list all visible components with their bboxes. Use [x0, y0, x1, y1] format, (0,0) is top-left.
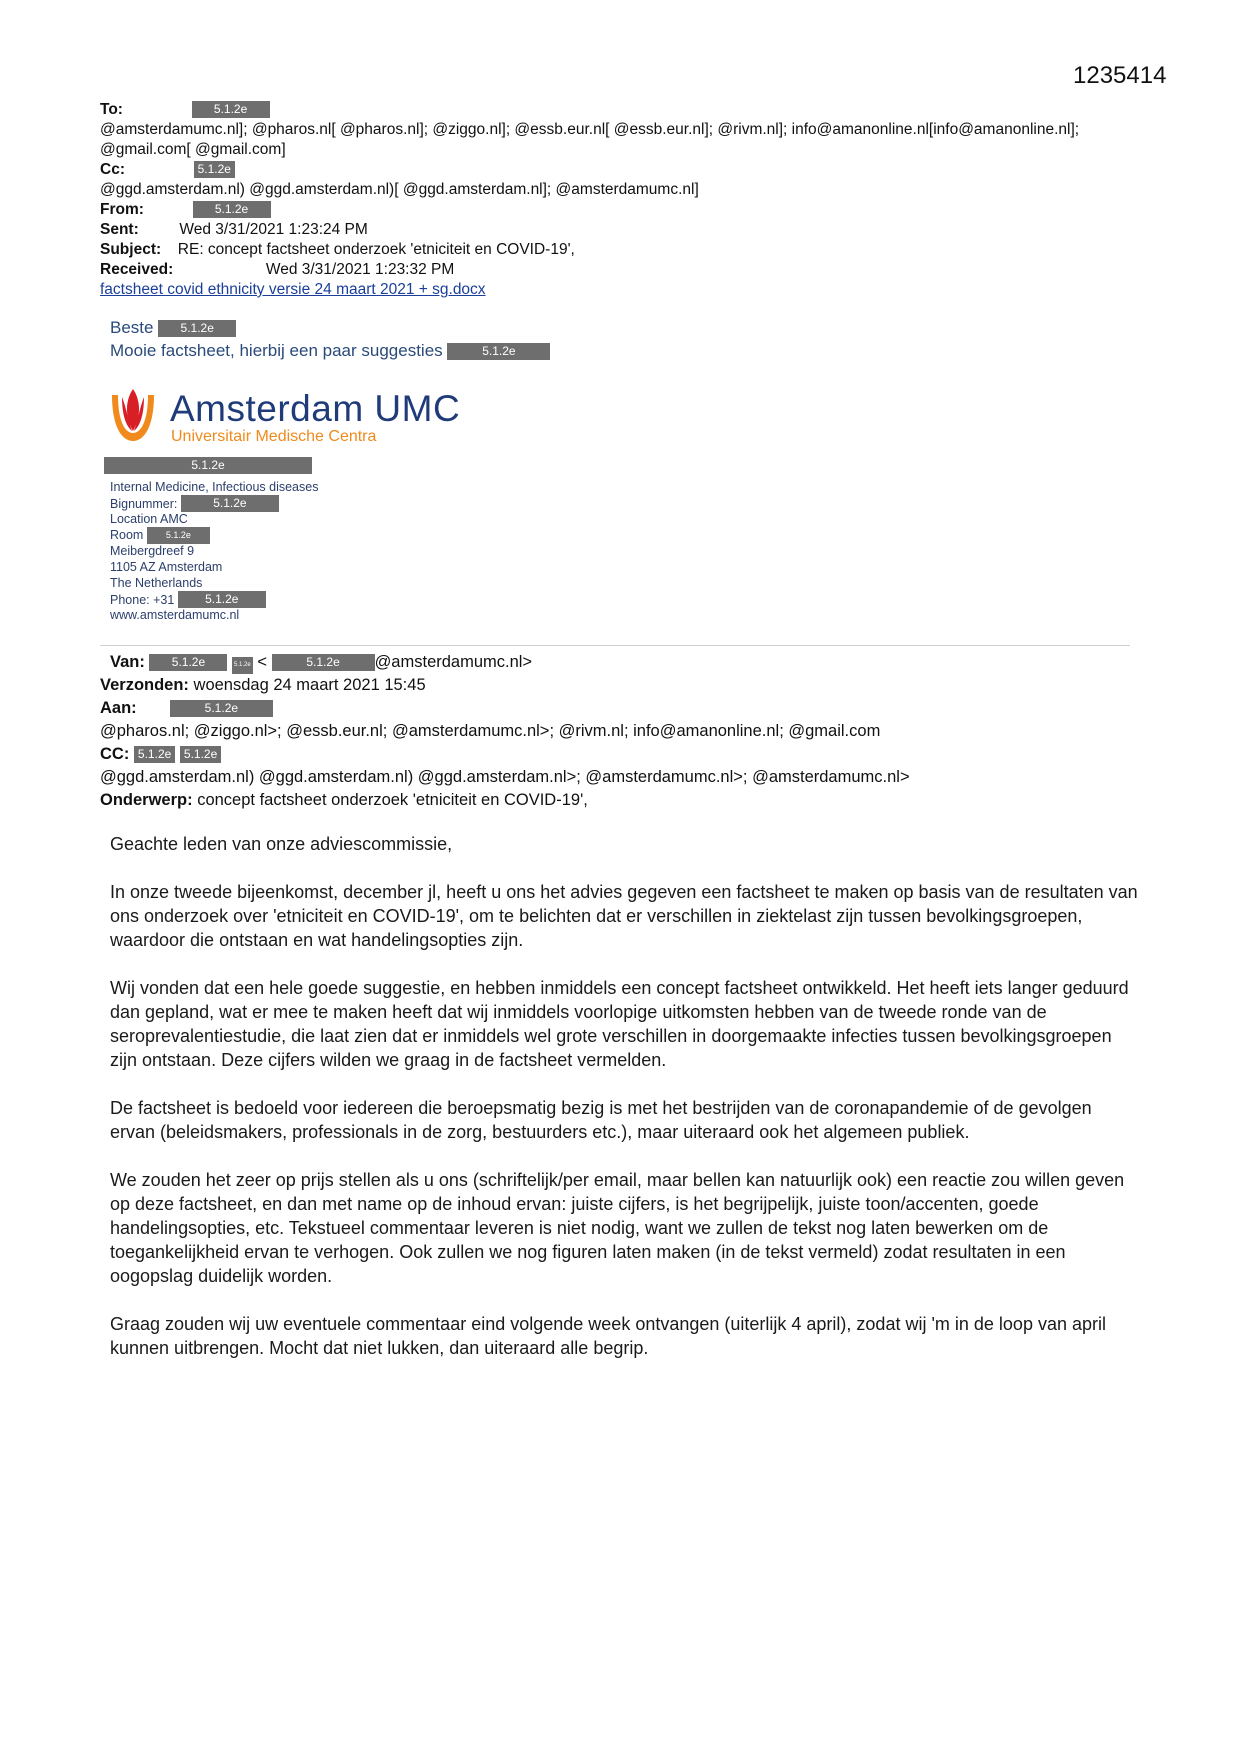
message-body: [110, 832, 1140, 1384]
onderwerp-value: concept factsheet onderzoek 'etniciteit en COVID-19',: [197, 791, 588, 809]
verzonden-label: Verzonden:: [100, 676, 189, 694]
sent-value: Wed 3/31/2021 1:23:24 PM: [179, 221, 368, 238]
logo-subtitle: Universitair Medische Centra: [171, 428, 377, 445]
tulip-logo-icon: [108, 385, 158, 445]
reply-greeting-line: [110, 318, 236, 338]
paragraph: Graag zouden wij uw eventuele commentaar eind volgende week ontvangen (uiterlijk 4 april), zodat wij 'm in de loop van april kunnen uitbrengen. Mocht dat niet lukken, dan uiteraard alle begrip.: [110, 1314, 1106, 1358]
paragraph: Wij vonden dat een hele goede suggestie, en hebben inmiddels een concept factsheet ontwikkeld. Het heeft iets langer geduurd dan gepland, wat er mee te maken heeft dat wij inmiddels voorlopige uitkomsten hebben van de tweede ronde van de seroprevalentiestudie, die laat zien dat er inmiddels wel grote verschillen in doorgemaakte infecties tussen bevolkingsgroepen zijn ontstaan. Deze cijfers wilden we graag in de factsheet vermelden.: [110, 978, 1129, 1070]
salutation: Geachte leden van onze adviescommissie,: [110, 834, 453, 854]
verzonden-value: woensdag 24 maart 2021 15:45: [193, 676, 426, 694]
reply-line: Mooie factsheet, hierbij een paar suggesties: [110, 341, 443, 360]
cc-line: [100, 160, 235, 180]
signature-country: The Netherlands: [110, 576, 203, 590]
received-line: [100, 260, 454, 280]
redaction-box: 5.1.2e: [180, 746, 221, 763]
received-value: Wed 3/31/2021 1:23:32 PM: [265, 261, 455, 278]
redaction-box: 5.1.2e: [194, 161, 235, 178]
verzonden-line: [100, 675, 426, 695]
signature-bignummer-line: [110, 495, 279, 512]
signature-location: Location AMC: [110, 512, 188, 526]
signature-phone: Phone: +31: [110, 593, 175, 607]
aan-recipients: @pharos.nl; @ziggo.nl>; @essb.eur.nl; @amsterdamumc.nl>; @rivm.nl; info@amanonline.nl; @gmail.com: [100, 722, 881, 740]
aan-label: Aan:: [100, 699, 137, 717]
redaction-box: 5.1.2e: [149, 654, 227, 671]
to-label: To:: [100, 101, 123, 118]
redaction-box: 5.1.2e: [158, 320, 236, 337]
redaction-box: 5.1.2e: [178, 591, 266, 608]
redaction-box: 5.1.2e: [147, 527, 210, 544]
signature-phone-line: [110, 591, 266, 608]
redaction-box: 5.1.2e: [272, 654, 375, 671]
signature-bignummer: Bignummer:: [110, 497, 178, 511]
cc-label: Cc:: [100, 161, 125, 178]
signature-room: Room: [110, 528, 144, 542]
received-label: Received:: [100, 261, 174, 278]
reply-greeting: Beste: [110, 318, 154, 337]
redaction-box: 5.1.2e: [170, 700, 273, 717]
van-label: Van:: [110, 653, 145, 671]
original-cc-recipients: @ggd.amsterdam.nl) @ggd.amsterdam.nl) @ggd.amsterdam.nl>; @amsterdamumc.nl>; @amsterdamumc.nl>: [100, 768, 910, 786]
amsterdam-umc-logo: [108, 385, 158, 450]
signature-dept: Internal Medicine, Infectious diseases: [110, 480, 319, 494]
onderwerp-line: [100, 790, 588, 810]
redaction-box: 5.1.2e: [134, 746, 175, 763]
van-line: Van: 5.1.2e 5.1.2e < 5.1.2e @amsterdamumc.nl>: [110, 652, 532, 674]
divider: [100, 645, 1130, 646]
paragraph: We zouden het zeer op prijs stellen als u ons (schriftelijk/per email, maar bellen kan natuurlijk ook) een reactie zou willen geven op deze factsheet, en dan met name op de inhoud ervan: juiste cijfers, is het begrijpelijk, juiste toon/accenten, goede handelingsopties, etc. Tekstueel commentaar leveren is niet nodig, want we zullen de tekst nog laten bewerken om de toegankelijkheid ervan te verhogen. Ook zullen we nog figuren laten maken (in de tekst vermeld) zodat resultaten in een oogopslag duidelijk worden.: [110, 1170, 1125, 1286]
reply-line-row: [110, 341, 550, 361]
from-line: [100, 200, 271, 220]
to-recipients: @amsterdamumc.nl]; @pharos.nl[ @pharos.nl]; @ziggo.nl]; @essb.eur.nl[ @essb.eur.nl]; @rivm.nl]; info@amanonline.nl[info@amanonline.nl]; @gmail.com[ @gmail.com]: [100, 121, 1080, 158]
to-line: [100, 100, 270, 120]
sent-label: Sent:: [100, 221, 139, 238]
sent-line: [100, 220, 368, 240]
signature-city: 1105 AZ Amsterdam: [110, 560, 223, 574]
redaction-box: 5.1.2e: [192, 101, 270, 118]
signature-street: Meibergdreef 9: [110, 544, 195, 558]
document-id: 1235414: [1073, 62, 1167, 89]
paragraph: In onze tweede bijeenkomst, december jl, heeft u ons het advies gegeven een factsheet te maken op basis van de resultaten van ons onderzoek over 'etniciteit en COVID-19', om te belichten dat er verschillen in ziektelast zijn tussen bevolkingsgroepen, waardoor die ontstaan en wat handelingsopties zijn.: [110, 882, 1138, 950]
onderwerp-label: Onderwerp:: [100, 791, 193, 809]
redaction-box: 5.1.2e: [447, 343, 550, 360]
original-cc-label: CC:: [100, 745, 130, 763]
redaction-box: 5.1.2e: [193, 201, 271, 218]
logo-name: Amsterdam UMC: [170, 388, 461, 429]
cc-recipients: @ggd.amsterdam.nl) @ggd.amsterdam.nl)[ @ggd.amsterdam.nl]; @amsterdamumc.nl]: [100, 181, 699, 198]
original-cc-line: [100, 744, 221, 764]
redaction-box: 5.1.2e: [181, 495, 279, 512]
redaction-box: 5.1.2e: [232, 657, 253, 674]
subject-value: RE: concept factsheet onderzoek 'etniciteit en COVID-19',: [177, 241, 575, 258]
subject-label: Subject:: [100, 241, 162, 258]
signature-name: [104, 457, 312, 475]
subject-line: [100, 240, 575, 260]
paragraph: De factsheet is bedoeld voor iedereen die beroepsmatig bezig is met het bestrijden van de coronapandemie of de gevolgen ervan (beleidsmakers, professionals in de zorg, bestuurders etc.), maar uiteraard ook het algemeen publiek.: [110, 1098, 1092, 1142]
aan-line: [100, 698, 273, 718]
signature-web: www.amsterdamumc.nl: [110, 608, 240, 622]
from-label: From:: [100, 201, 144, 218]
redaction-box: 5.1.2e: [104, 457, 312, 474]
attachment-link[interactable]: factsheet covid ethnicity versie 24 maart 2021 + sg.docx: [100, 281, 486, 298]
signature-room-line: [110, 527, 210, 544]
van-email: @amsterdamumc.nl>: [374, 653, 533, 671]
